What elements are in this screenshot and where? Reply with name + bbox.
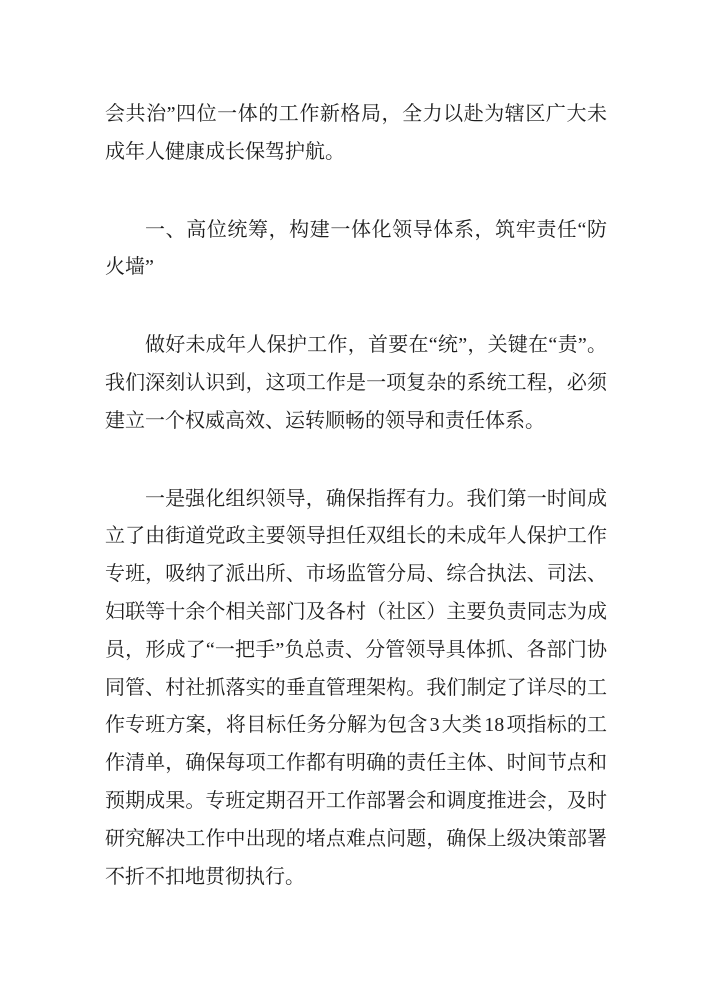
paragraph-body-2: 一是强化组织领导，确保指挥有力。我们第一时间成立了由街道党政主要领导担任双组长的未成年人保护工作专班，吸纳了派出所、市场监管分局、综合执法、司法、妇联等十余个相关部门及各村（社区）主要负责同志为成员，形成了“一把手”负总责、分管领导具体抓、各部门协同管、村社抓落实的垂直管理架构。我们制定了详尽的工作专班方案，将目标任务分解为包含 3 大类 18 项指标的工作清单，确保每项工作都有明确的责任主体、时间节点和预期成果。专班定期召开工作部署会和调度推进会，及时研究解决工作中出现的堵点难点问题，确保上级决策部署不折不扣地贯彻执行。 [105,487,607,888]
paragraph-continuation: 会共治”四位一体的工作新格局，全力以赴为辖区广大未成年人健康成长保驾护航。 [105,103,607,163]
section-heading: 一、高位统筹，构建一体化领导体系，筑牢责任“防火墙” [105,218,607,279]
paragraph-body-1: 做好未成年人保护工作，首要在“统”，关键在“责”。我们深刻认识到，这项工作是一项复杂的系统工程，必须建立一个权威高效、运转顺畅的领导和责任体系。 [105,334,607,432]
document-content [105,96,607,896]
